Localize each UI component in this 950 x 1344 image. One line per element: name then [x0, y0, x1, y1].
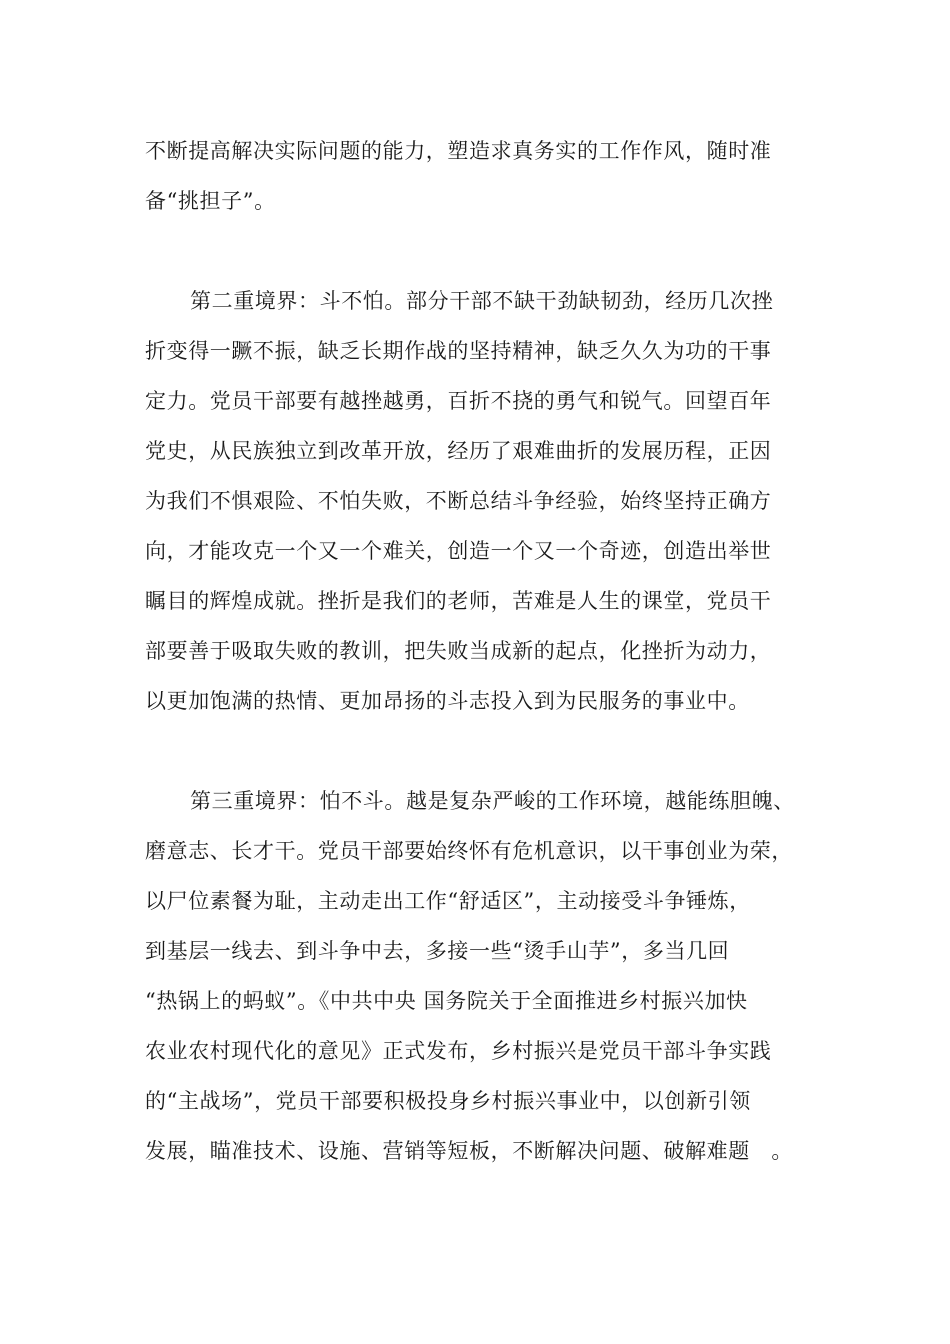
paragraph-2-line-4: 党史，从民族独立到改革开放，经历了艰难曲折的发展历程，正因	[145, 439, 772, 463]
paragraph-3-line-7: 的“主战场”，党员干部要积极投身乡村振兴事业中，以创新引领	[145, 1089, 751, 1113]
paragraph-3-line-2: 磨意志、长才干。党员干部要始终怀有危机意识，以干事创业为荣，	[145, 839, 793, 863]
paragraph-3-line-8: 发展，瞄准技术、设施、营销等短板，不断解决问题、破解难题 。	[145, 1139, 793, 1163]
paragraph-3-line-5: “热锅上的蚂蚁”。《中共中央 国务院关于全面推进乡村振兴加快	[145, 989, 748, 1013]
paragraph-3-line-1: 第三重境界：怕不斗。越是复杂严峻的工作环境，越能练胆魄、	[190, 789, 795, 813]
paragraph-2-line-9: 以更加饱满的热情、更加昂扬的斗志投入到为民服务的事业中。	[145, 689, 750, 713]
paragraph-1-line-1: 不断提高解决实际问题的能力，塑造求真务实的工作作风，随时准	[145, 139, 772, 163]
paragraph-2-line-7: 瞩目的辉煌成就。挫折是我们的老师，苦难是人生的课堂，党员干	[145, 589, 772, 613]
paragraph-1-line-2: 备“挑担子”。	[145, 189, 276, 213]
paragraph-3-line-6: 农业农村现代化的意见》正式发布，乡村振兴是党员干部斗争实践	[145, 1039, 772, 1063]
paragraph-2-line-8: 部要善于吸取失败的教训，把失败当成新的起点，化挫折为动力，	[145, 639, 772, 663]
paragraph-2-line-3: 定力。党员干部要有越挫越勇，百折不挠的勇气和锐气。回望百年	[145, 389, 772, 413]
paragraph-3-line-4: 到基层一线去、到斗争中去，多接一些“烫手山芋”，多当几回	[145, 939, 730, 963]
paragraph-3-line-3: 以尸位素餐为耻，主动走出工作“舒适区”，主动接受斗争锤炼，	[145, 889, 751, 913]
paragraph-2-line-5: 为我们不惧艰险、不怕失败，不断总结斗争经验，始终坚持正确方	[145, 489, 772, 513]
paragraph-2-line-6: 向，才能攻克一个又一个难关，创造一个又一个奇迹，创造出举世	[145, 539, 772, 563]
paragraph-2-line-1: 第二重境界：斗不怕。部分干部不缺干劲缺韧劲，经历几次挫	[190, 289, 774, 313]
paragraph-2-line-2: 折变得一蹶不振，缺乏长期作战的坚持精神，缺乏久久为功的干事	[145, 339, 772, 363]
